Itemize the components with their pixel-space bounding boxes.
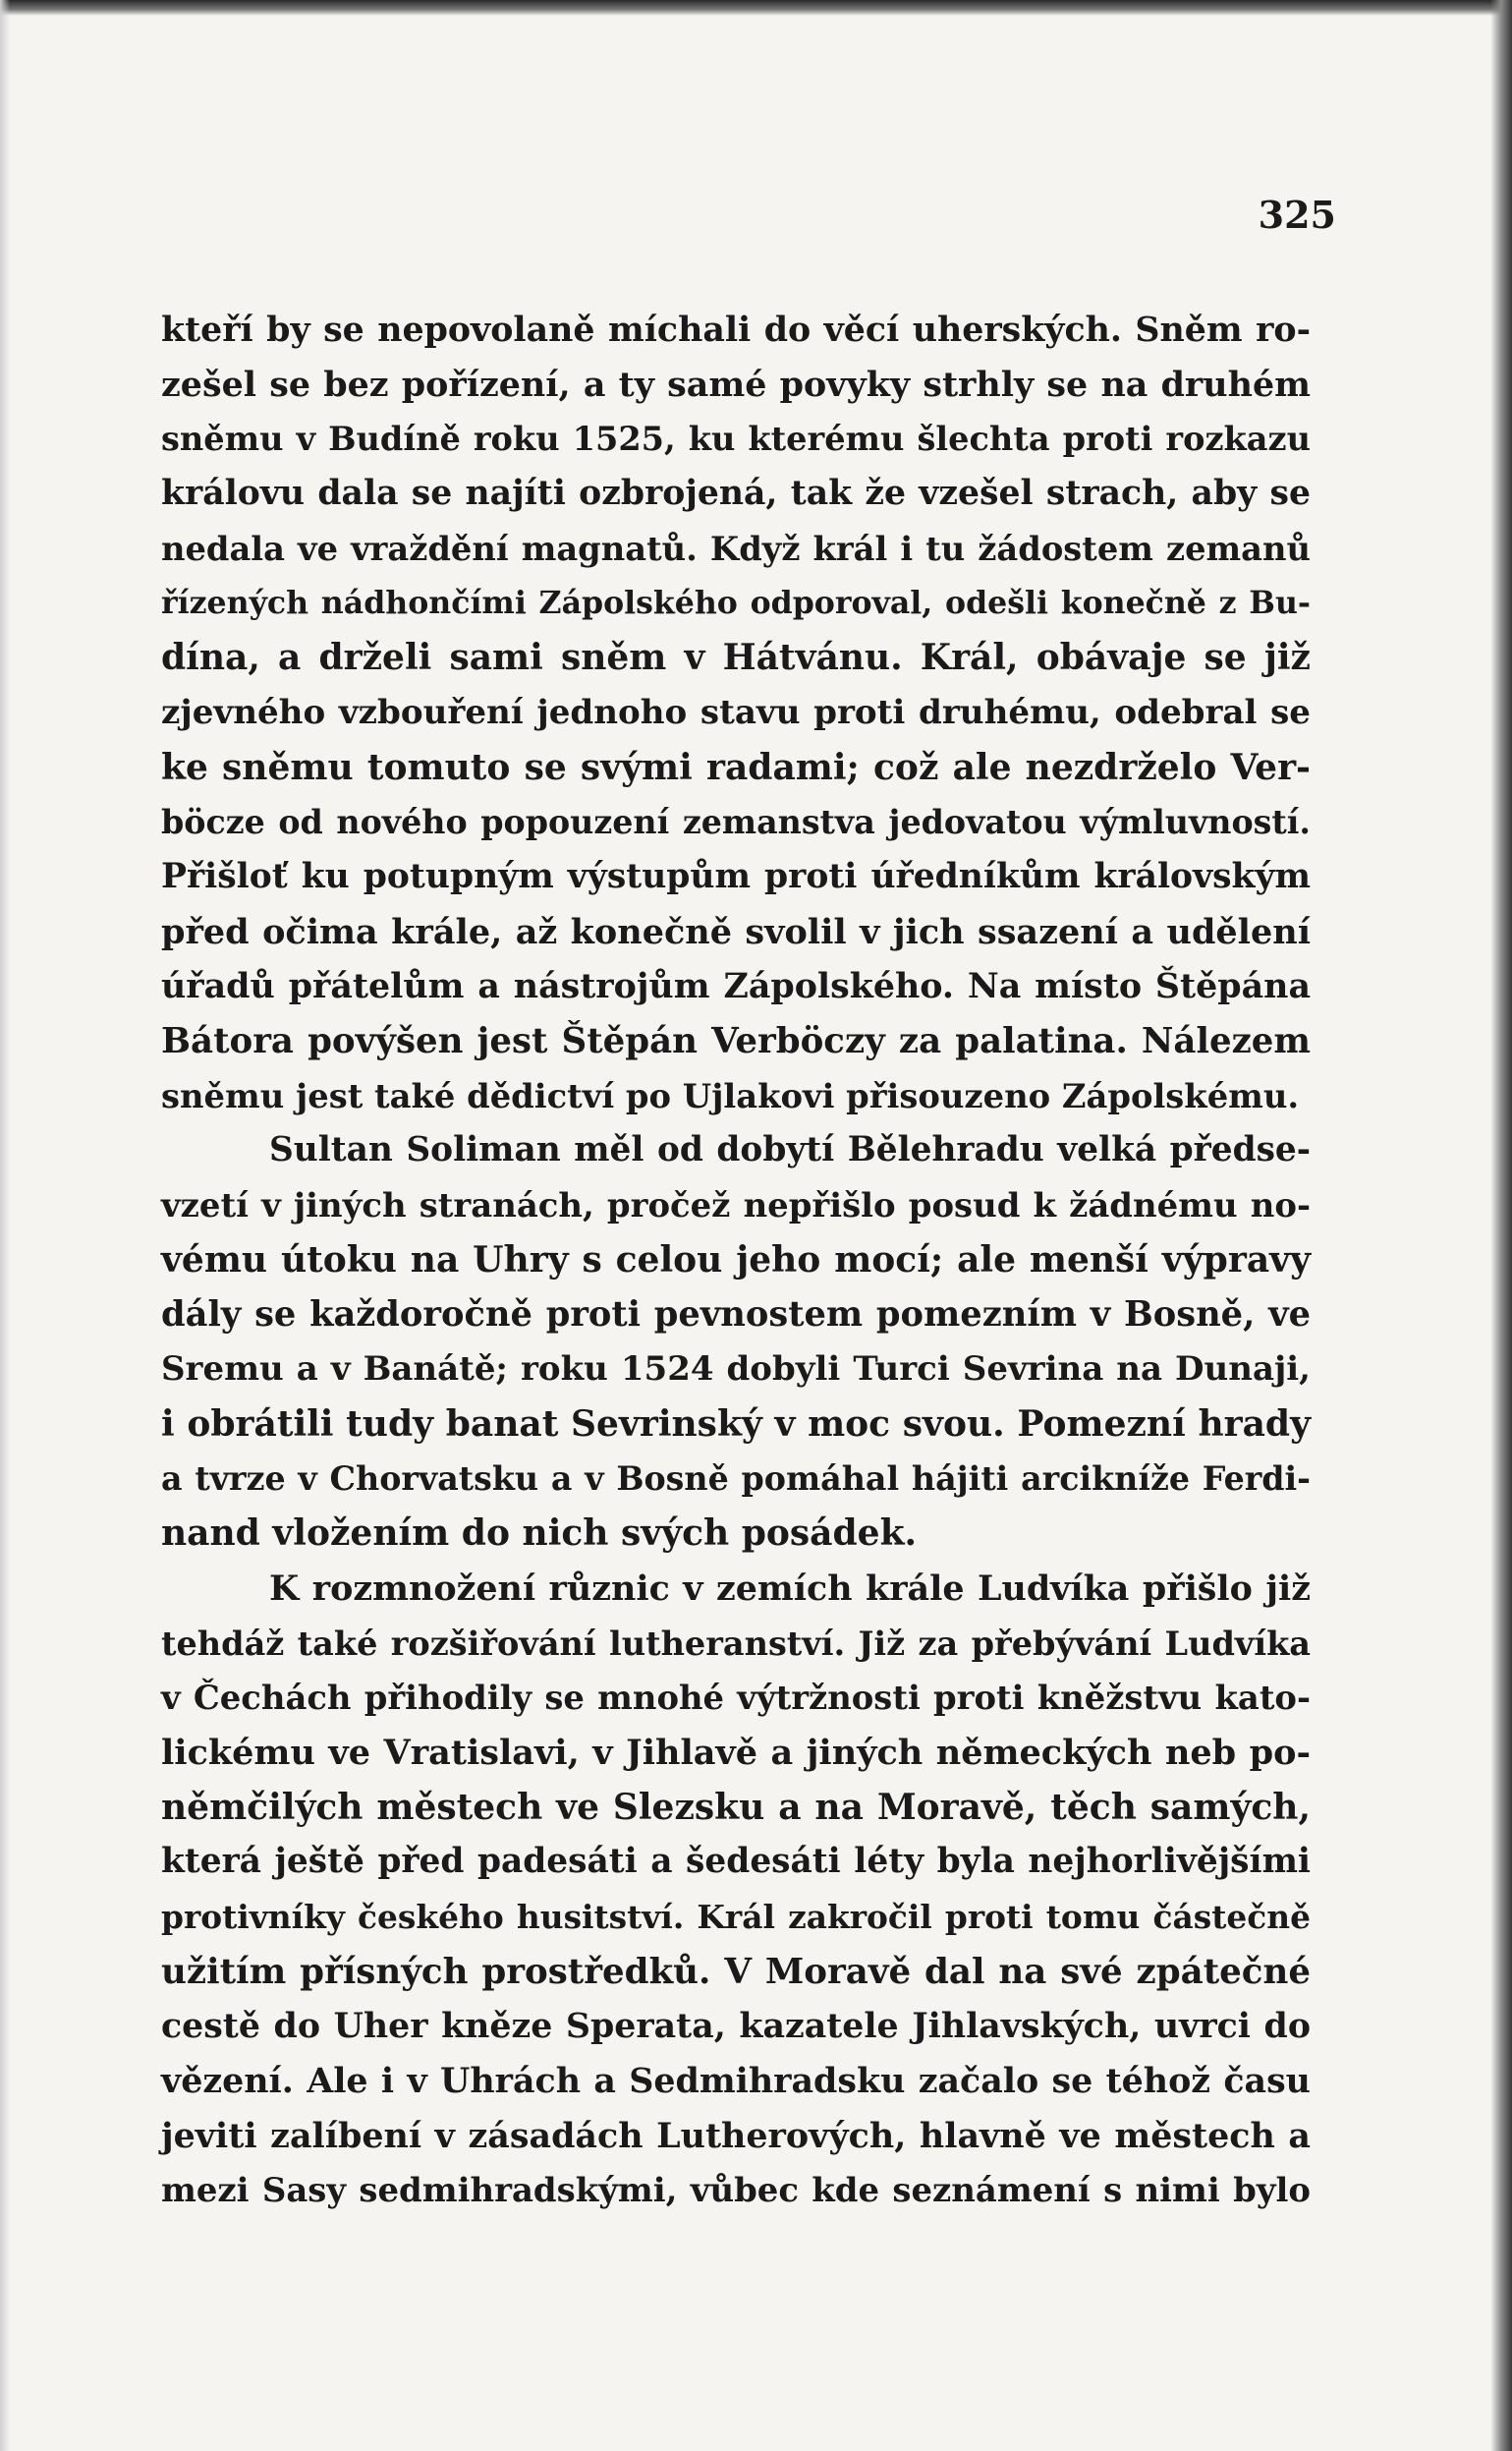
text-line: v Čechách přihodily se mnohé výtržnosti proti kněžstvu kato-	[161, 1678, 1311, 1718]
text-line: dína, a drželi sami sněm v Hátvánu. Král, obávaje se již	[161, 637, 1311, 679]
text-line: němčilých městech ve Slezsku a na Moravě, těch samých,	[161, 1786, 1311, 1828]
text-line: lickému ve Vratislavi, v Jihlavě a jiných německých neb po-	[161, 1732, 1311, 1773]
text-line: vězení. Ale i v Uhrách a Sedmihradsku začalo se téhož času	[161, 2061, 1311, 2101]
text-line: úřadů přátelům a nástrojům Zápolského. Na místo Štěpána	[161, 966, 1311, 1007]
text-line: vzetí v jiných stranách, pročež nepřišlo posud k žádnému no-	[161, 1185, 1311, 1225]
page-number: 325	[1258, 193, 1336, 237]
scan-edge-top	[0, 0, 1512, 16]
scan-edge-right	[1490, 0, 1512, 2451]
text-line: řízených nádhončími Zápolského odporoval, odešli konečně z Bu-	[161, 585, 1311, 622]
text-line: böcze od nového popouzení zemanstva jedovatou výmluvností.	[161, 803, 1311, 842]
text-line: dály se každoročně proti pevnostem pomezním v Bosně, ve	[161, 1294, 1311, 1336]
text-line: ke sněmu tomuto se svými radami; což ale nezdrželo Ver-	[161, 746, 1311, 788]
text-line: i obrátili tudy banat Sevrinský v moc svou. Pomezní hrady	[161, 1402, 1311, 1445]
text-line: Sremu a v Banátě; roku 1524 dobyli Turci Sevrina na Dunaji,	[161, 1349, 1311, 1390]
text-line: tehdáž také rozšiřování lutheranství. Již za přebývání Ludvíka	[161, 1624, 1311, 1663]
text-line: cestě do Uher kněze Sperata, kazatele Jihlavských, uvrci do	[161, 2006, 1311, 2047]
text-line: vému útoku na Uhry s celou jeho mocí; ale menší výpravy	[161, 1238, 1311, 1281]
text-line: jeviti zalíbení v zásadách Lutherových, hlavně ve městech a	[161, 2115, 1311, 2156]
paragraph-start-line: K rozmnožení různic v zemích krále Ludvíka přišlo již	[269, 1568, 1311, 1609]
text-line: užitím přísných prostředků. V Moravě dal na své zpátečné	[161, 1951, 1311, 1992]
text-line: Přišloť ku potupným výstupům proti úředníkům královským	[161, 856, 1311, 896]
text-line: Bátora povýšen jest Štěpán Verböczy za palatina. Nálezem	[161, 1020, 1311, 1061]
text-line: kteří by se nepovolaně míchali do věcí uherských. Sněm ro-	[161, 310, 1311, 350]
body-text	[161, 303, 1311, 2218]
text-line: která ještě před padesáti a šedesáti léty byla nejhorlivějšími	[161, 1842, 1311, 1882]
text-line: mezi Sasy sedmihradskými, vůbec kde seznámení s nimi bylo	[161, 2170, 1311, 2210]
text-line: zešel se bez pořízení, a ty samé povyky strhly se na druhém	[161, 364, 1311, 405]
scan-edge-left	[0, 0, 10, 2451]
paragraph-start-line: Sultan Soliman měl od dobytí Bělehradu velká předse-	[269, 1130, 1311, 1170]
text-line: nedala ve vraždění magnatů. Když král i tu žádostem zemanů	[161, 528, 1311, 568]
text-line: zjevného vzbouření jednoho stavu proti druhému, odebral se	[161, 692, 1311, 732]
text-line: a tvrze v Chorvatsku a v Bosně pomáhal hájiti arcikníže Ferdi-	[161, 1459, 1311, 1499]
text-line: protivníky českého husitství. Král zakročil proti tomu částečně	[161, 1897, 1311, 1936]
text-line: královu dala se najíti ozbrojená, tak že vzešel strach, aby se	[161, 474, 1311, 514]
text-line: před očima krále, až konečně svolil v jich ssazení a udělení	[161, 911, 1311, 952]
paragraph-end-line: sněmu jest také dědictví po Ujlakovi přisouzeno Zápolskému.	[161, 1075, 1300, 1115]
text-line: sněmu v Budíně roku 1525, ku kterému šlechta proti rozkazu	[161, 419, 1311, 459]
paragraph-end-line: nand vložením do nich svých posádek.	[161, 1512, 918, 1555]
